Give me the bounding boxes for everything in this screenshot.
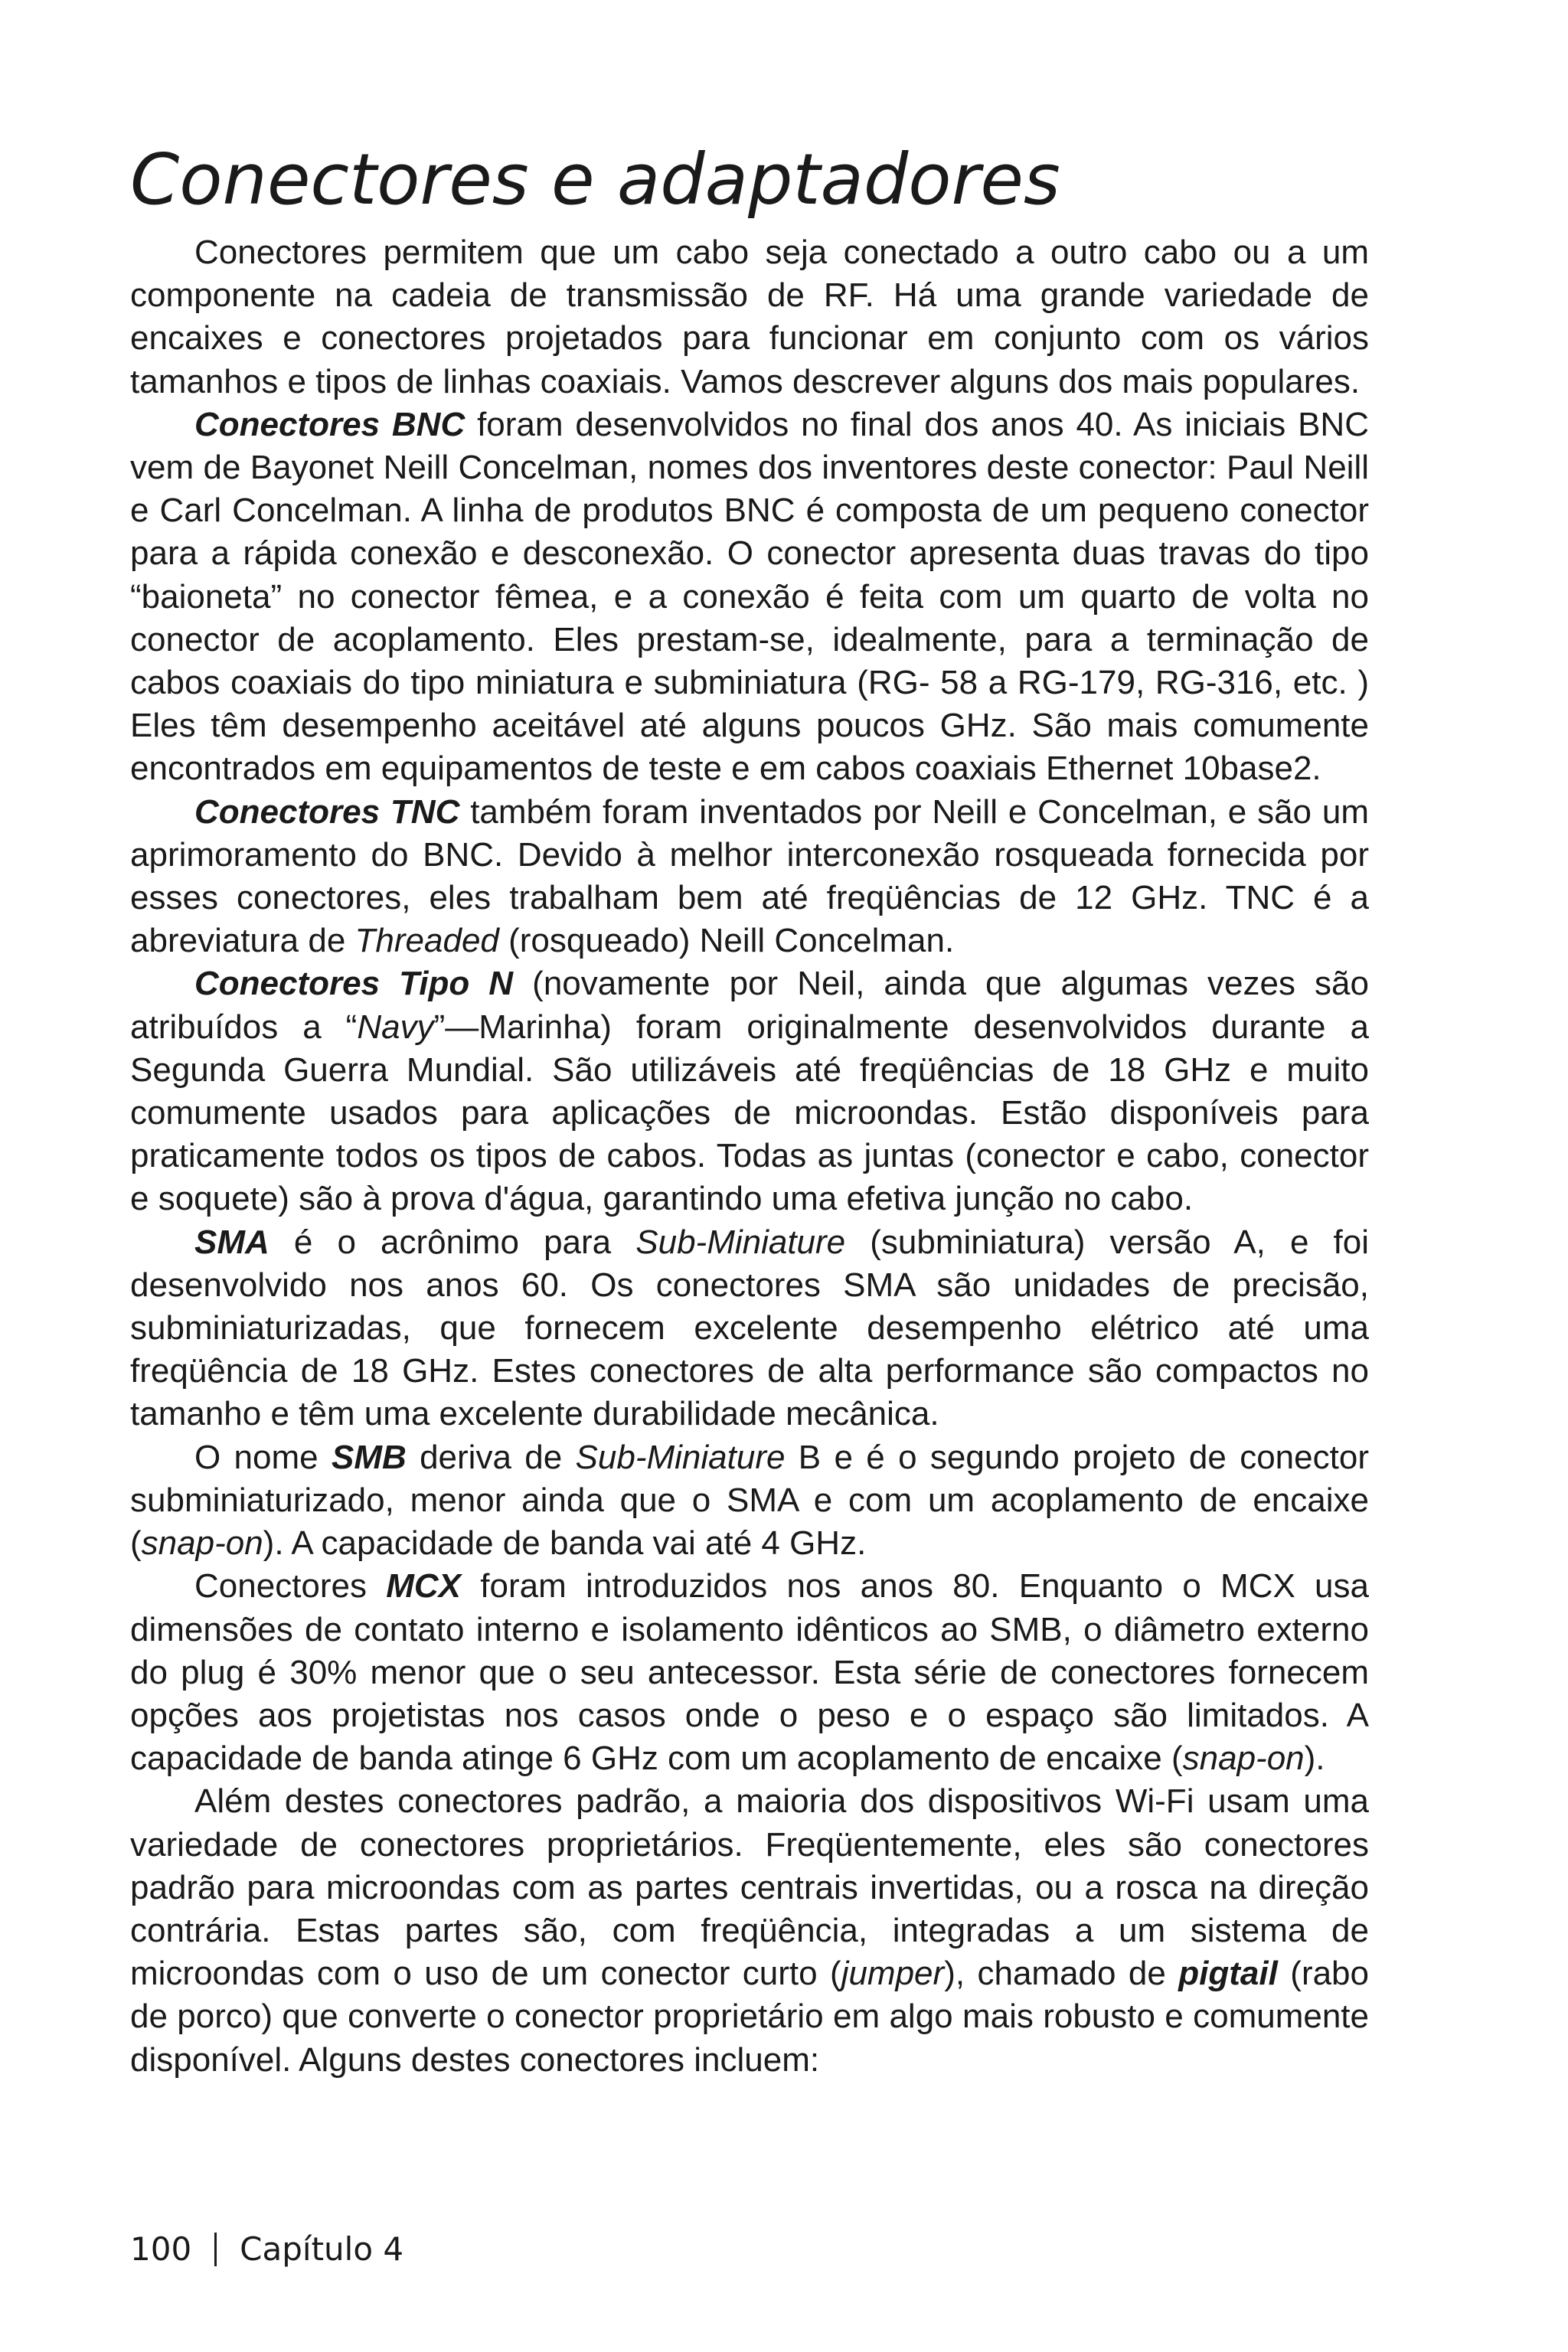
page-content [130,138,1369,2082]
text-run: B e é o segundo projeto de conector subminiaturizado, menor ainda que o SMA e com um acoplamento de encaixe ( [130,1438,1369,1563]
text-run: (rosqueado) Neill Concelman. [498,922,955,960]
italic-term: jumper [841,1955,945,1993]
italic-term: snap-on [141,1524,263,1563]
text-run: foram introduzidos nos anos 80. Enquanto o MCX usa dimensões de contato interno e isolamento idênticos ao SMB, o diâmetro externo do plug é 30% menor que o seu antecessor. Esta série de conectores fornecem opções aos projetistas nos casos onde o peso e o espaço são limitados. A capacidade de banda atinge 6 GHz com um acoplamento de encaixe ( [130,1567,1369,1778]
emphasis-term: SMA [194,1223,270,1261]
emphasis-term: Conectores BNC [194,405,466,443]
text-run: (subminiatura) versão A, e foi desenvolvido nos anos 60. Os conectores SMA são unidades de precisão, subminiaturizadas, que fornecem excelente desempenho elétrico até uma freqüência de 18 GHz. Estes conectores de alta performance são compactos no tamanho e têm uma excelente durabilidade mecânica. [130,1223,1370,1433]
italic-term: Sub-Miniature [635,1223,846,1261]
footer-separator [214,2233,217,2266]
text-run: deriva de [406,1438,576,1476]
text-run: também foram inventados por Neill e Concelman, e são um aprimoramento do BNC. Devido à melhor interconexão rosqueada fornecida por esses conectores, eles trabalham bem até freqüências de 12 GHz. TNC é a abreviatura de [130,792,1370,960]
text-run: Conectores permitem que um cabo seja conectado a outro cabo ou a um componente na cadeia de transmissão de RF. Há uma grande variedade de encaixes e conectores projetados para funcionar em conjunto com os vários tamanhos e tipos de linhas coaxiais. Vamos descrever alguns dos mais populares. [130,234,1369,400]
paragraph [130,403,1369,791]
paragraph [130,791,1369,963]
text-run: ). [1304,1740,1325,1778]
paragraph [130,962,1369,1220]
paragraph [130,1565,1369,1780]
chapter-label: Capítulo 4 [240,2230,404,2268]
text-run: Conectores [194,1567,387,1606]
page-footer [130,2228,403,2271]
paragraph [130,1780,1369,2081]
text-run: ). A capacidade de banda vai até 4 GHz. [263,1524,867,1563]
text-run: O nome [194,1438,332,1476]
paragraph [130,1436,1369,1566]
italic-term: Threaded [354,922,499,960]
text-run: (novamente por Neil, ainda que algumas vezes são atribuídos a “ [130,965,1369,1046]
emphasis-term: Conectores TNC [194,792,460,831]
text-run: foram desenvolvidos no final dos anos 40. As iniciais BNC vem de Bayonet Neill Concelman, nomes dos inventores deste conector: Paul Neill e Carl Concelman. A linha de produtos BNC é composta de um pequeno conector para a rápida conexão e desconexão. O conector apresenta duas travas do tipo “baioneta” no conector fêmea, e a conexão é feita com um quarto de volta no conector de acoplamento. Eles prestam-se, idealmente, para a terminação de cabos coaxiais do tipo miniatura e subminiatura (RG- 58 a RG-179, RG-316, etc. ) Eles têm desempenho aceitável até alguns poucos GHz. São mais comumente encontrados em equipamentos de teste e em cabos coaxiais Ethernet 10base2. [130,405,1369,788]
emphasis-term: MCX [386,1567,462,1606]
paragraph [130,1221,1369,1436]
text-run: ), chamado de [944,1955,1179,1993]
italic-term: Navy [357,1008,434,1046]
text-run: (rabo de porco) que converte o conector proprietário em algo mais robusto e comumente disponível. Alguns destes conectores incluem: [130,1955,1370,2079]
italic-term: snap-on [1182,1740,1305,1778]
text-run: ”—Marinha) foram originalmente desenvolvidos durante a Segunda Guerra Mundial. São utilizáveis até freqüências de 18 GHz e muito comumente usados para aplicações de microondas. Estão disponíveis para praticamente todos os tipos de cabos. Todas as juntas (conector e cabo, conector e soquete) são à prova d'água, garantindo uma efetiva junção no cabo. [130,1008,1369,1218]
emphasis-term: SMB [331,1438,407,1476]
emphasis-term: pigtail [1178,1955,1278,1993]
text-run: Além destes conectores padrão, a maioria dos dispositivos Wi-Fi usam uma variedade de conectores proprietários. Freqüentemente, eles são conectores padrão para microondas com as partes centrais invertidas, ou a rosca na direção contrária. Estas partes são, com freqüência, integradas a um sistema de microondas com o uso de um conector curto ( [130,1782,1369,1993]
body-text [130,231,1369,2082]
page-number: 100 [130,2230,192,2268]
page-title: Conectores e adaptadores [130,139,1060,220]
paragraph [130,231,1369,403]
italic-term: Sub-Miniature [575,1438,786,1476]
text-run: é o acrônimo para [269,1223,636,1261]
emphasis-term: Conectores Tipo N [194,965,514,1003]
